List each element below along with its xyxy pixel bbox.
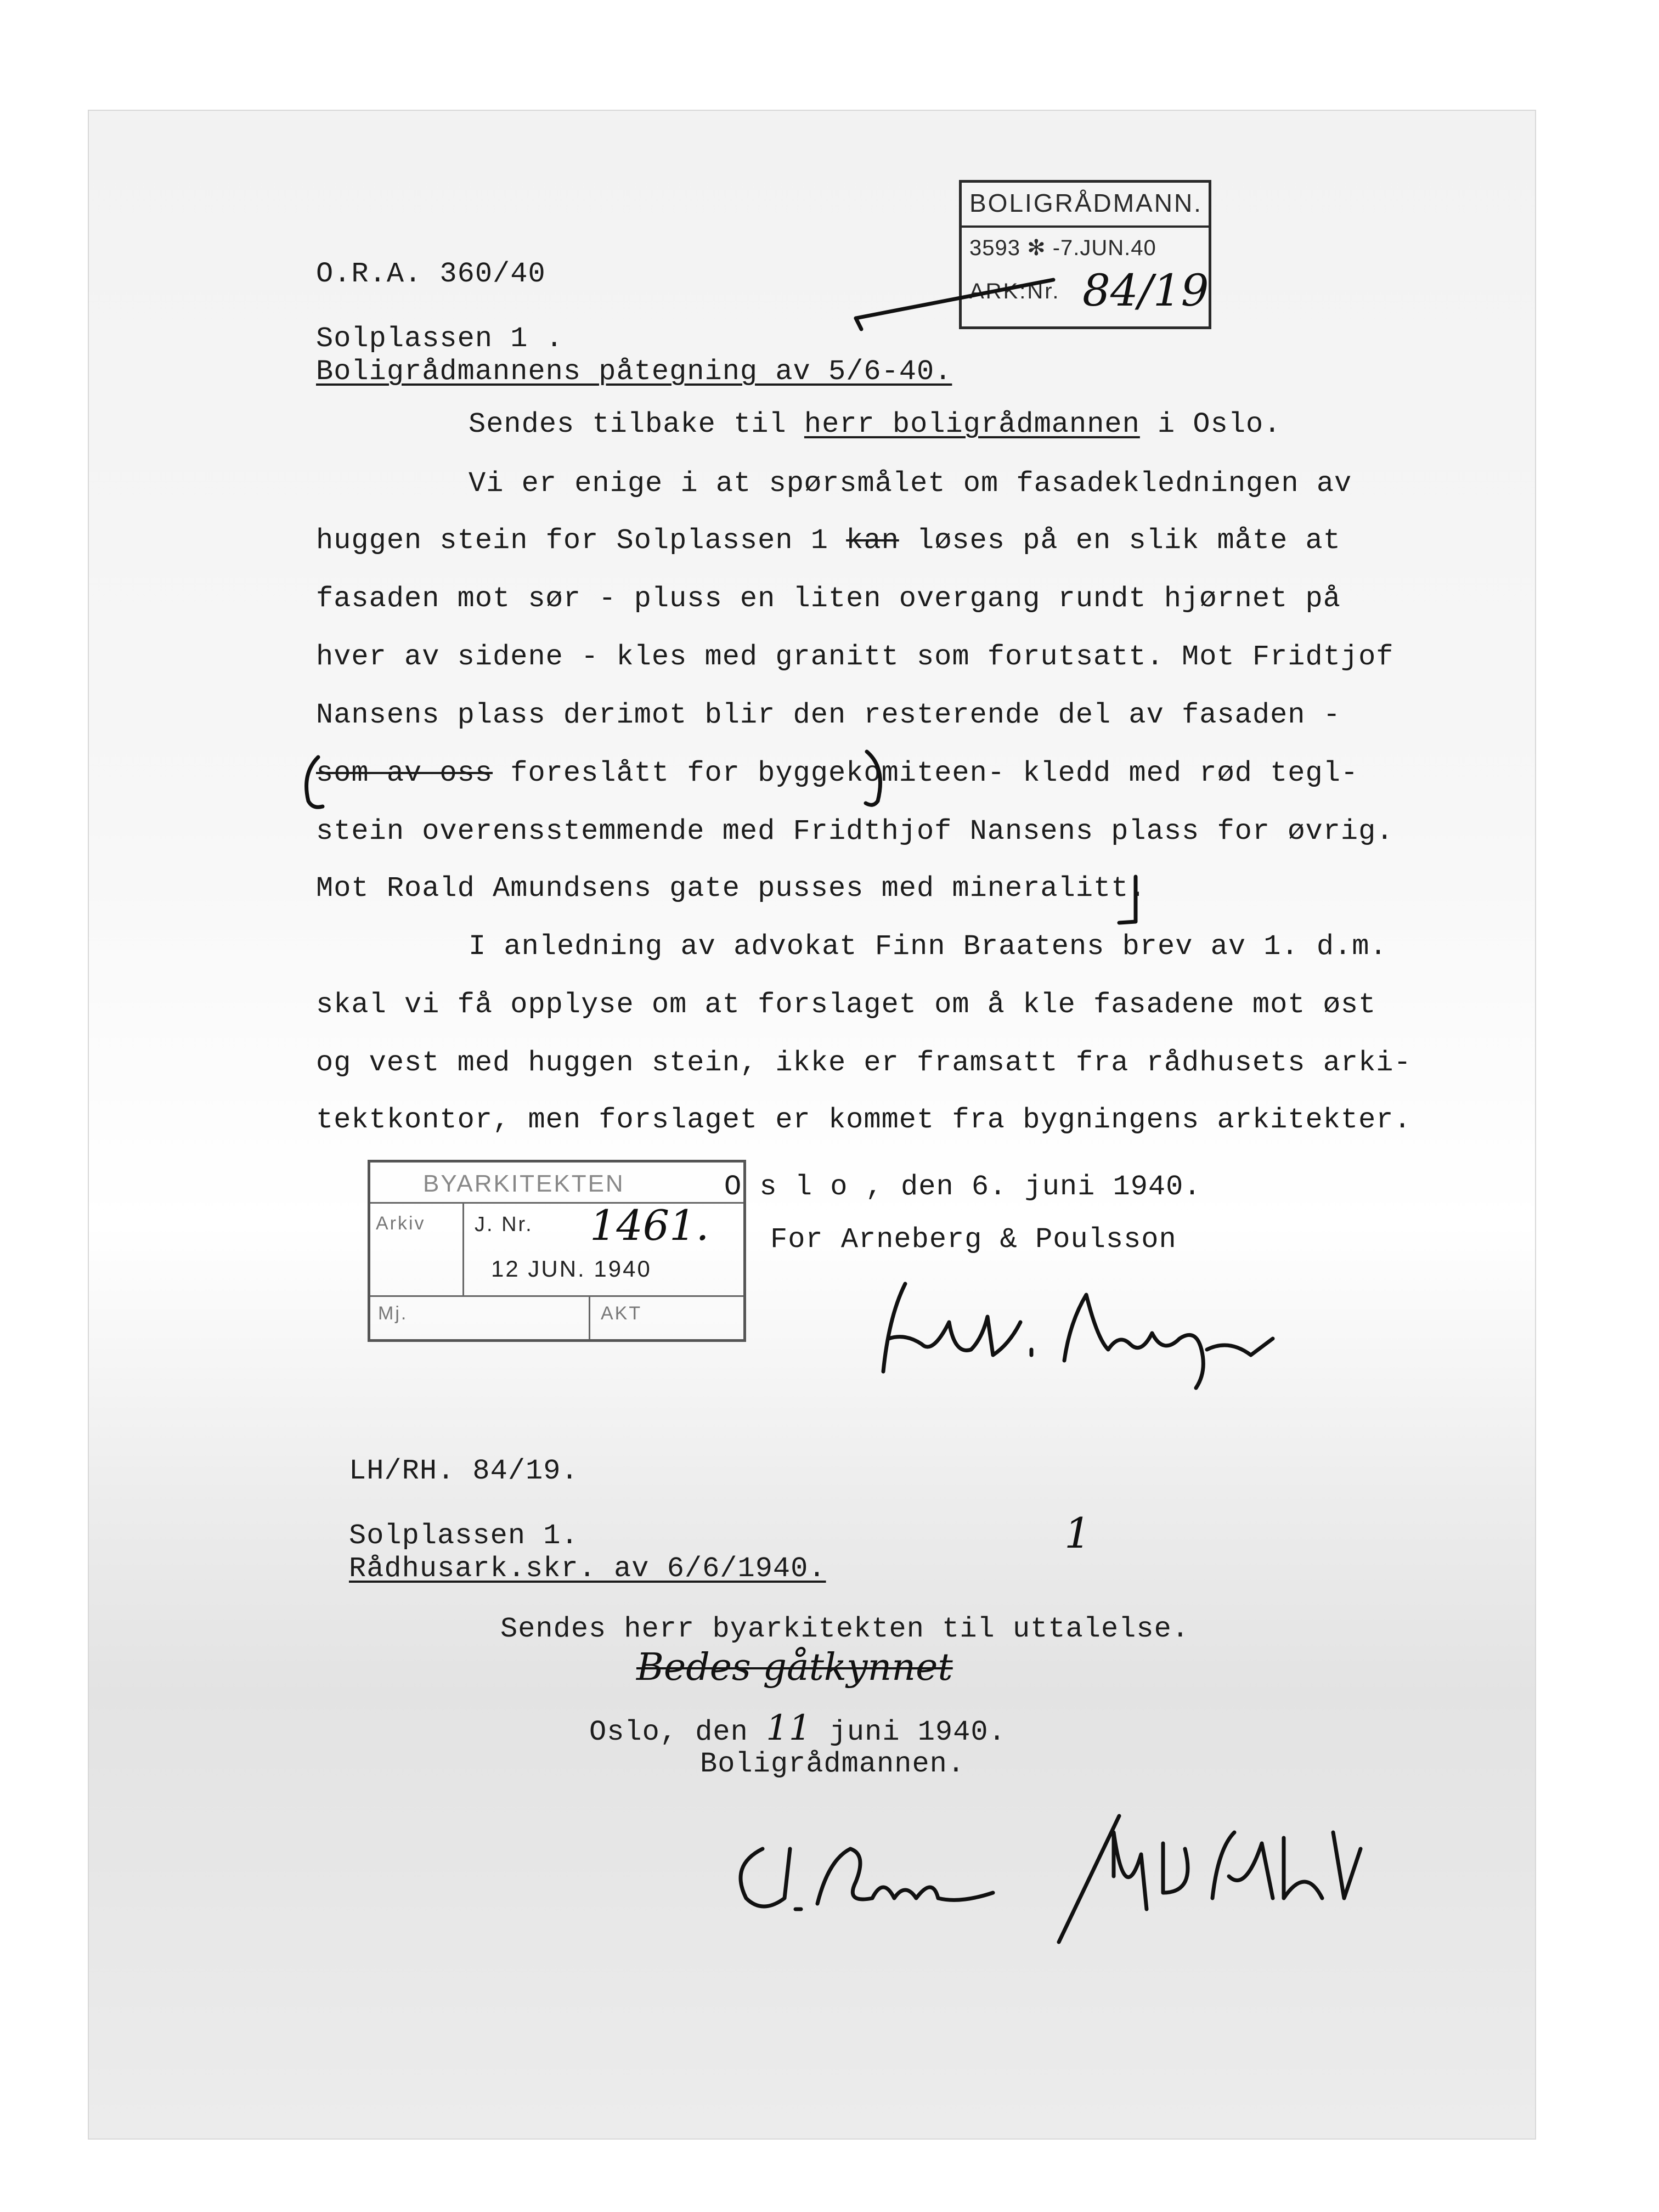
subject-line-2: Boligrådmannens påtegning av 5/6-40. bbox=[316, 356, 952, 388]
byark-arkiv-label: Arkiv bbox=[376, 1213, 426, 1234]
byark-jnr-label: J. Nr. bbox=[475, 1213, 533, 1236]
stamp-number-date: 3593 ✻ -7.JUN.40 bbox=[969, 236, 1156, 260]
body-line-6: Nansens plass derimot blir den resterende del av fasaden - bbox=[316, 699, 1341, 731]
hassoe-signature bbox=[719, 1816, 1004, 1937]
body-line-13: tektkontor, men forslaget er kommet fra bygningens arkitekter. bbox=[316, 1104, 1412, 1136]
byarkitekten-stamp bbox=[368, 1160, 746, 1342]
stamp-divider bbox=[962, 225, 1209, 228]
jacobsen-signature bbox=[1053, 1799, 1437, 1953]
body-line-12: og vest med huggen stein, ikke er framsatt fra rådhusets arki- bbox=[316, 1047, 1412, 1079]
subject-line: Solplassen 1 . bbox=[316, 323, 563, 355]
margin-mark: 1 bbox=[1064, 1509, 1091, 1558]
body-line-7: som av oss foreslått for byggekomiteen- kledd med rød tegl- bbox=[316, 757, 1359, 789]
reference-number: O.R.A. 360/40 bbox=[316, 258, 546, 290]
endorsement-text: Sendes herr byarkitekten til uttalelse. bbox=[500, 1613, 1189, 1645]
body-line-3: huggen stein for Solplassen 1 kan løses på en slik måte at bbox=[316, 524, 1341, 557]
byark-mj-label: Mj. bbox=[378, 1303, 408, 1324]
body-line-11: skal vi få opplyse om at forslaget om å kle fasadene mot øst bbox=[316, 989, 1376, 1021]
signed-for: For Arneberg & Poulsson bbox=[770, 1223, 1177, 1256]
place-date: O s l o , den 6. juni 1940. bbox=[724, 1171, 1201, 1203]
body-line-2: Vi er enige i at spørsmålet om fasadekledningen av bbox=[469, 467, 1352, 500]
endorsement-handwritten-note: Bedes gåtkynnet bbox=[636, 1646, 953, 1689]
body-line-5: hver av sidene - kles med granitt som forutsatt. Mot Fridtjof bbox=[316, 641, 1394, 673]
document-page bbox=[88, 110, 1536, 2140]
body-line-10: I anledning av advokat Finn Braatens brev av 1. d.m. bbox=[469, 930, 1387, 963]
bracket-end-mark bbox=[1114, 872, 1147, 933]
byark-divider-vert bbox=[462, 1202, 464, 1295]
byark-stamp-title: BYARKITEKTEN bbox=[423, 1170, 625, 1197]
byark-date: 12 JUN. 1940 bbox=[491, 1256, 652, 1282]
byark-divider-bottom bbox=[370, 1295, 743, 1297]
body-line-1: Sendes tilbake til herr boligrådmannen i Oslo. bbox=[469, 408, 1282, 441]
body-line-8: stein overensstemmende med Fridthjof Nansens plass for øvrig. bbox=[316, 815, 1394, 848]
bracket-open-mark bbox=[296, 752, 329, 812]
endorsement-date: Oslo, den 11 juni 1940. bbox=[589, 1708, 1006, 1748]
endorsement-subject-2: Rådhusark.skr. av 6/6/1940. bbox=[349, 1553, 826, 1585]
stamp-ark-label: ARK:Nr. bbox=[969, 279, 1060, 303]
stamp-pointer-line bbox=[845, 274, 1064, 340]
byark-divider-vert-2 bbox=[589, 1295, 590, 1339]
byark-jnr-value: 1461. bbox=[590, 1201, 709, 1250]
endorsement-subject: Solplassen 1. bbox=[349, 1520, 579, 1552]
arneberg-signature bbox=[867, 1273, 1284, 1393]
bracket-close-mark bbox=[861, 746, 894, 812]
body-line-9: Mot Roald Amundsens gate pusses med mineralitt. bbox=[316, 872, 1147, 905]
endorsement-ref: LH/RH. 84/19. bbox=[349, 1455, 579, 1487]
body-line-4: fasaden mot sør - pluss en liten overgang rundt hjørnet på bbox=[316, 583, 1341, 615]
byark-akt-label: AKT bbox=[601, 1303, 642, 1324]
endorsement-office: Boligrådmannen. bbox=[700, 1748, 966, 1780]
stamp-title: BOLIGRÅDMANN. bbox=[969, 189, 1203, 217]
stamp-ark-value: 84/19 bbox=[1082, 265, 1209, 316]
